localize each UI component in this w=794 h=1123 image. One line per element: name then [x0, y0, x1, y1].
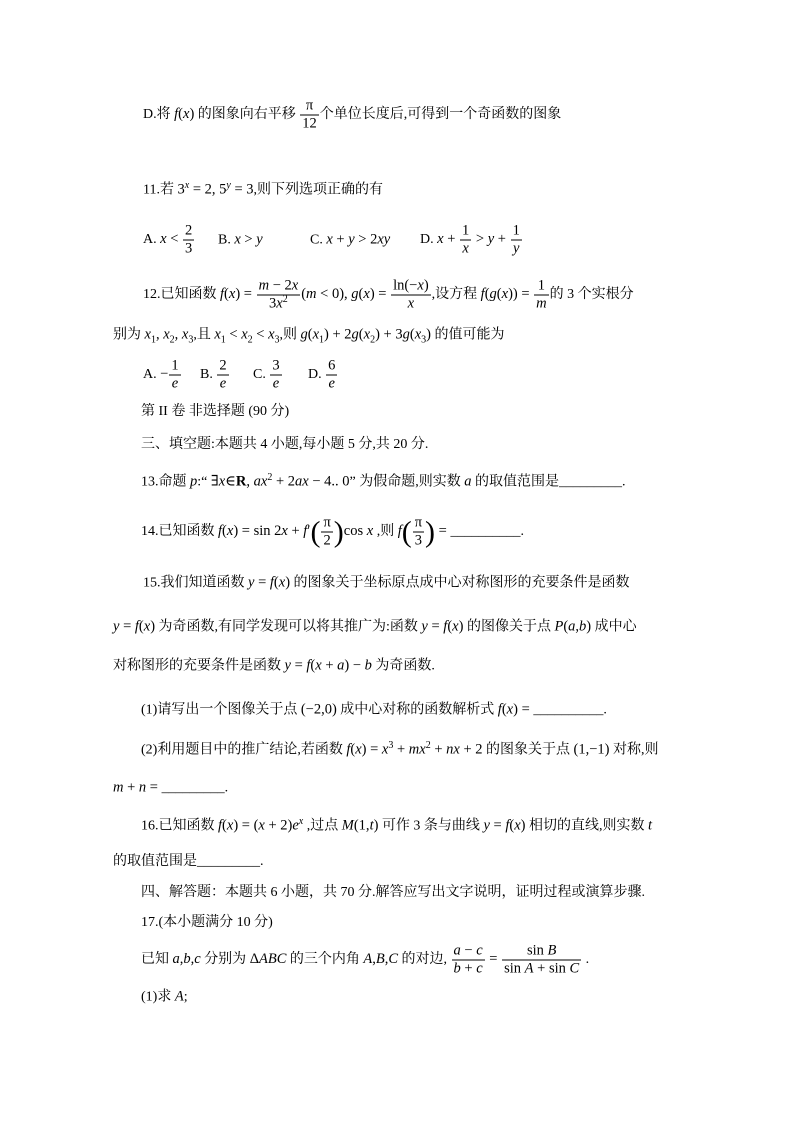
text-run: 四、解答题：本题共 6 小题，共 70 分.解答应写出文字说明，证明过程或演算步骤.	[141, 885, 645, 900]
text-run: 的 3 个实根分	[549, 287, 634, 303]
subscript: 3	[274, 334, 280, 346]
math-expression: M(1,t)	[341, 817, 379, 834]
math-expression: 2	[323, 532, 331, 549]
q13-stem	[141, 472, 625, 493]
math-expression: ∃x∈	[210, 473, 236, 490]
answer-option	[308, 358, 338, 393]
text-run: C.	[310, 232, 327, 248]
math-expression: f(x) = x	[346, 741, 389, 758]
left-parenthesis: (	[310, 515, 321, 548]
math-expression: 1	[171, 357, 179, 374]
math-expression: 12	[302, 115, 317, 132]
text-run: __________	[450, 524, 521, 540]
math-expression: sin A + sin C	[504, 960, 580, 977]
text-run: .	[582, 952, 590, 968]
math-expression: < x	[225, 326, 248, 343]
fraction-numerator	[300, 98, 319, 115]
text-run: ” 为假命题,则实数	[349, 474, 465, 490]
math-expression: f(x) = (x + 2)e	[218, 817, 299, 834]
text-run: 的值可能为	[430, 327, 505, 343]
math-expression: y	[512, 240, 520, 257]
math-expression: x > y	[234, 231, 263, 248]
fraction	[169, 358, 180, 393]
fraction-numerator	[534, 278, 548, 295]
text-run: A.	[143, 367, 161, 383]
text-run: 个单位长度后,可得到一个奇函数的图象	[319, 107, 562, 123]
text-run: _________	[197, 854, 260, 869]
math-expression: b + c	[453, 960, 483, 977]
text-run: D.	[308, 367, 326, 383]
math-expression: 3	[272, 357, 280, 374]
text-run: .	[621, 474, 626, 490]
math-expression: )	[426, 326, 431, 343]
math-expression: f(x) = sin 2x + f′	[218, 523, 311, 540]
answer-option	[200, 358, 230, 393]
text-run: .	[260, 854, 264, 869]
text-run: 可作 3 条与曲线	[378, 818, 484, 834]
math-expression: f(g(x)) =	[480, 286, 534, 303]
text-run: 为奇函数,有同学发现可以将其推广为:函数	[155, 619, 422, 635]
math-expression: a	[464, 473, 472, 490]
text-run: 的三个内角	[286, 952, 364, 968]
math-expression: 3	[185, 240, 193, 257]
math-expression: sin B	[526, 942, 557, 959]
fraction-denominator	[257, 293, 301, 313]
q15-stem-line-2	[113, 617, 637, 638]
answer-option	[143, 358, 182, 393]
fraction	[326, 358, 337, 393]
section-4-heading	[141, 883, 645, 903]
q17-heading	[141, 913, 273, 933]
fraction-denominator	[452, 961, 485, 978]
left-parenthesis: (	[401, 515, 412, 548]
math-expression: x	[214, 326, 221, 343]
text-run: 的取值范围是	[471, 474, 559, 490]
subscript: 1	[319, 334, 325, 346]
math-expression: x	[144, 326, 151, 343]
math-expression: + mx	[393, 741, 426, 758]
math-expression: =	[485, 951, 502, 968]
text-run: 已知	[141, 952, 173, 968]
fraction	[300, 98, 319, 133]
math-expression: 1	[462, 222, 470, 239]
fraction-numerator	[326, 358, 337, 375]
math-expression: > y +	[472, 231, 510, 248]
text-run: A.	[143, 232, 161, 248]
text-run: :“	[197, 474, 211, 490]
text-run: 对称,则	[609, 742, 659, 758]
math-expression: A	[174, 988, 184, 1005]
text-run: B.	[200, 367, 217, 383]
math-expression: cos x	[343, 523, 374, 540]
superscript: 2	[282, 293, 288, 305]
math-expression: , x	[155, 326, 170, 343]
math-expression: A,B,C	[363, 951, 399, 968]
math-expression: < x	[252, 326, 275, 343]
math-expression: e	[171, 375, 179, 392]
math-expression: , ax	[246, 473, 268, 490]
math-expression: a,b,c	[172, 951, 201, 968]
subscript: 1	[220, 334, 226, 346]
math-expression: t	[647, 817, 652, 834]
q15-subquestion-1	[141, 700, 607, 721]
text-run: 相切的直线,则实数	[525, 818, 648, 834]
fraction-denominator	[413, 533, 424, 550]
q15-stem-line-1	[143, 573, 630, 594]
math-expression: f	[397, 523, 402, 540]
math-expression: (m < 0), g(x) =	[301, 286, 391, 303]
math-expression: y = f(x)	[248, 574, 291, 591]
math-expression: 2	[185, 222, 193, 239]
q17-stem	[141, 943, 589, 978]
fraction	[413, 515, 424, 550]
text-run: 的图象向右平移	[194, 107, 300, 123]
text-run: 对称图形的充要条件是函数	[113, 658, 285, 674]
right-parenthesis: )	[333, 515, 344, 548]
fraction-numerator	[452, 943, 485, 960]
text-run: 15.我们知道函数	[143, 575, 248, 591]
fraction-numerator	[391, 278, 431, 295]
fraction-numerator	[321, 515, 332, 532]
math-expression: x <	[160, 231, 182, 248]
text-run: 分别为	[200, 952, 250, 968]
text-run: C.	[253, 367, 270, 383]
fraction-denominator	[321, 533, 332, 550]
math-expression: 3	[177, 181, 185, 198]
text-run: 12.已知函数	[143, 287, 220, 303]
fraction	[321, 515, 332, 550]
math-expression: ln(−x)	[393, 277, 429, 294]
math-expression: y = f(x)	[421, 618, 464, 635]
text-run: 11.若	[143, 182, 178, 198]
math-expression: + nx + 2	[430, 741, 483, 758]
fraction-denominator	[183, 241, 194, 258]
math-expression: π	[323, 514, 331, 531]
fraction-numerator	[460, 223, 471, 240]
math-expression: ΔABC	[249, 951, 287, 968]
math-expression: f(x) =	[497, 701, 534, 718]
fraction	[257, 278, 301, 313]
text-run: 13.命题	[141, 474, 190, 490]
fraction	[217, 358, 228, 393]
text-run: D.	[420, 232, 438, 248]
math-expression: e	[219, 375, 227, 392]
fraction	[391, 278, 431, 313]
math-set-symbol: R	[235, 473, 247, 490]
fraction	[183, 223, 194, 258]
text-run: .	[603, 702, 607, 718]
fraction-denominator	[391, 296, 431, 313]
math-expression: 6	[328, 357, 336, 374]
math-expression: = 2, 5	[189, 181, 227, 198]
text-run: .	[224, 780, 229, 796]
fraction-denominator	[326, 376, 337, 393]
fraction	[511, 223, 522, 258]
fraction	[452, 943, 485, 978]
text-run: D.将	[143, 107, 175, 123]
answer-option	[143, 223, 195, 258]
text-run: 成中心对称的函数解析式	[336, 702, 498, 718]
math-expression: f(x)	[174, 106, 195, 123]
fraction-numerator	[257, 278, 301, 295]
text-run: ,则	[373, 524, 398, 540]
answer-option	[218, 230, 263, 251]
math-expression: 1	[537, 277, 546, 294]
text-run: .	[520, 524, 524, 540]
math-expression: ) + 2g(x	[324, 326, 371, 343]
q12-stem-line-2	[113, 325, 504, 346]
math-expression: 3x	[269, 295, 283, 312]
answer-option	[253, 358, 283, 393]
q16-stem-line-2	[113, 852, 264, 872]
text-run: ,设方程	[431, 287, 481, 303]
text-run: 14.已知函数	[141, 524, 218, 540]
q15-subquestion-2-line-1	[141, 740, 658, 761]
text-run: _________	[161, 780, 225, 796]
math-expression: −	[160, 366, 169, 383]
text-run: ,且	[193, 327, 215, 343]
fraction	[460, 223, 471, 258]
math-expression: π	[305, 97, 314, 114]
q10-option-d	[143, 98, 561, 133]
math-expression: m − 2x	[258, 277, 299, 294]
math-expression: ) + 3g(x	[375, 326, 422, 343]
math-expression: 1	[512, 222, 520, 239]
text-run: (2)利用题目中的推广结论,若函数	[141, 742, 347, 758]
answer-option	[420, 223, 523, 258]
text-run: 的图象关于点	[482, 742, 574, 758]
math-expression: y = f(x)	[483, 817, 526, 834]
text-run: B.	[218, 232, 235, 248]
math-expression: , x	[174, 326, 189, 343]
math-expression: x	[462, 240, 469, 257]
text-run: ,则下列选项正确的有	[253, 182, 384, 198]
subscript: 3	[188, 334, 194, 346]
q14-stem	[141, 515, 524, 550]
text-run: 16.已知函数	[141, 818, 218, 834]
text-run: 为奇函数.	[371, 658, 435, 674]
fraction	[534, 278, 548, 313]
math-expression: x	[407, 295, 415, 312]
superscript: y	[226, 179, 231, 191]
fraction-denominator	[511, 241, 522, 258]
math-expression: = 3	[230, 181, 254, 198]
q15-stem-line-3	[113, 656, 435, 677]
superscript: 2	[267, 471, 273, 483]
superscript: x	[184, 179, 190, 191]
fraction	[502, 943, 581, 978]
math-expression: m	[536, 295, 547, 312]
text-run: 别为	[113, 327, 145, 343]
q11-stem	[143, 180, 383, 201]
fraction-denominator	[217, 376, 228, 393]
q17-subquestion-1	[141, 987, 188, 1008]
math-expression: f(x) =	[220, 286, 256, 303]
subscript: 3	[421, 334, 427, 346]
math-expression: 2	[219, 357, 227, 374]
math-expression: 3	[414, 532, 422, 549]
text-run: (1)求	[141, 989, 175, 1005]
parenthesized-fraction	[310, 514, 344, 549]
text-run: 的图象关于坐标原点成中心对称图形的充要条件是函数	[290, 575, 630, 591]
fraction-numerator	[270, 358, 281, 375]
subscript: 2	[169, 334, 175, 346]
fraction-numerator	[217, 358, 228, 375]
fraction-denominator	[460, 241, 471, 258]
text-run: 17.(本小题满分 10 分)	[141, 915, 273, 930]
fraction-numerator	[511, 223, 522, 240]
math-expression: (−2,0)	[300, 701, 337, 718]
fraction-denominator	[270, 376, 281, 393]
text-run: 的对边,	[398, 952, 451, 968]
math-expression: x +	[437, 231, 459, 248]
text-run: _________	[558, 474, 622, 490]
q16-stem-line-1	[141, 816, 652, 837]
part-2-heading	[141, 402, 289, 422]
q12-stem-line-1	[143, 278, 634, 313]
math-expression: P(a,b)	[554, 618, 592, 635]
math-expression: y = f(x)	[113, 618, 156, 635]
superscript: 2	[425, 739, 431, 751]
fraction-numerator	[413, 515, 424, 532]
math-expression: m + n =	[113, 779, 162, 796]
math-expression: x + y > 2xy	[326, 231, 391, 248]
subscript: 2	[370, 334, 376, 346]
text-run: (1)请写出一个图像关于点	[141, 702, 301, 718]
text-run: 的图像关于点	[463, 619, 555, 635]
math-expression: e	[328, 375, 335, 392]
fraction	[270, 358, 281, 393]
answer-option	[310, 230, 390, 251]
fraction-denominator	[534, 296, 548, 313]
fraction-numerator	[183, 223, 194, 240]
math-expression: e	[272, 375, 280, 392]
fraction-denominator	[169, 376, 180, 393]
text-run: ,则	[279, 327, 301, 343]
math-expression: + 2ax − 4.. 0	[272, 473, 350, 490]
fraction-numerator	[169, 358, 180, 375]
right-parenthesis: )	[425, 515, 436, 548]
math-expression: =	[435, 523, 451, 540]
text-run: __________	[533, 702, 604, 718]
math-expression: (1,−1)	[573, 741, 610, 758]
superscript: 3	[388, 739, 394, 751]
q15-subquestion-2-line-2	[113, 778, 228, 799]
parenthesized-fraction	[401, 514, 436, 549]
fraction-denominator	[502, 961, 581, 978]
superscript: x	[298, 815, 304, 827]
math-expression: g(x	[300, 326, 320, 343]
text-run: ;	[183, 989, 188, 1005]
subscript: 1	[150, 334, 156, 346]
subscript: 2	[247, 334, 253, 346]
text-run: 的取值范围是	[113, 854, 197, 869]
fraction-numerator	[502, 943, 581, 960]
text-run: 第 II 卷 非选择题 (90 分)	[141, 404, 290, 419]
math-expression: a − c	[453, 942, 483, 959]
math-expression: y = f(x + a) − b	[284, 657, 372, 674]
section-3-heading	[141, 435, 428, 455]
math-expression: π	[414, 514, 423, 531]
math-expression: p	[190, 473, 198, 490]
text-run: 成中心	[591, 619, 637, 635]
fraction-denominator	[300, 116, 319, 133]
text-run: ,过点	[303, 818, 342, 834]
text-run: 三、填空题:本题共 4 小题,每小题 5 分,共 20 分.	[141, 437, 429, 452]
